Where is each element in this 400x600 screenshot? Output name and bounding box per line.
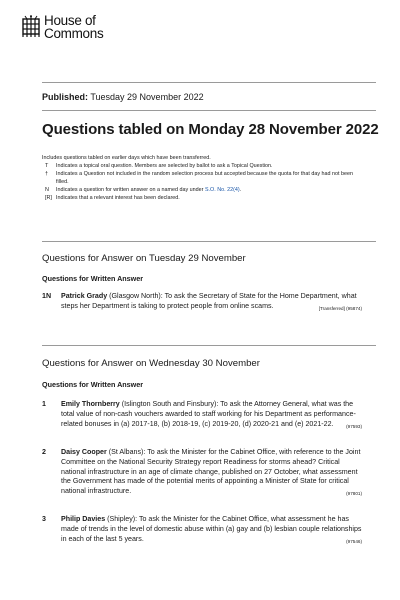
key-text: Indicates that a relevant interest has been declared. — [56, 195, 180, 201]
question-body — [61, 448, 362, 499]
page-title: Questions tabled on Monday 28 November 2022 — [42, 121, 379, 138]
divider — [42, 345, 376, 346]
question-text: To ask the Attorney General, what was the total value of non-cash vouchers awarded to staff working for his Department as performance-related bonuses in (a) 2017-18, (b) 2018-19, (c) 2019-20, (d) 2020-21 and (e) 2021-22. — [61, 400, 356, 428]
member-name: Philip Davies — [61, 515, 106, 523]
key-row — [42, 194, 362, 202]
key-text — [56, 186, 362, 194]
key-text: Indicates a topical oral question. Members are selected by ballot to ask a Topical Question. — [56, 163, 273, 169]
key-row — [42, 162, 362, 170]
section-heading: Questions for Answer on Tuesday 29 November — [42, 253, 246, 264]
section-heading: Questions for Answer on Wednesday 30 November — [42, 358, 260, 369]
member-constituency: (Islington South and Finsbury): — [121, 400, 219, 408]
member-name: Patrick Grady — [61, 292, 108, 300]
intro-key — [42, 154, 362, 202]
member-name: Daisy Cooper — [61, 448, 107, 456]
member-constituency: (Glasgow North): — [109, 292, 163, 300]
key-row — [42, 170, 362, 186]
key-symbol: T — [45, 163, 49, 169]
key-symbol: [R] — [45, 195, 52, 201]
question-number: 1 — [42, 400, 46, 408]
logo-line2: Commons — [44, 26, 104, 41]
member-constituency: (Shipley): — [107, 515, 138, 523]
reference-number: (97593) — [346, 423, 362, 429]
question-ref — [319, 304, 362, 314]
published-label: Published: — [42, 92, 89, 102]
key-row — [42, 186, 362, 194]
intro-line: Includes questions tabled on earlier days which have been transferred. — [42, 155, 211, 161]
question-number: 2 — [42, 448, 46, 456]
portcullis-icon — [21, 15, 41, 39]
question-item — [42, 400, 362, 431]
logo-line1: House of — [44, 13, 96, 28]
published-line — [42, 92, 204, 102]
question-text: To ask the Minister for the Cabinet Office, what assessment he has made of trends in the level of domestic abuse within (a) gay and (b) lesbian couple relationships in each of the last 5 years. — [61, 515, 362, 543]
divider — [42, 110, 376, 111]
reference-number: (97801) — [346, 491, 362, 497]
standing-order-link[interactable]: S.O. No. 22(4) — [204, 187, 240, 193]
transferred-tag: [Transferred] — [318, 305, 345, 311]
question-item — [42, 515, 362, 546]
question-item — [42, 292, 362, 314]
question-text: To ask the Minister for the Cabinet Office, with reference to the Joint Committee on the National Security Strategy report Readiness for storms ahead? Critical national infrastructure in an age of climate change, published on 27 October, what assessment the Government has made of the potential merits of appointing a Minister of State for critical national infrastructure. — [61, 448, 361, 496]
reference-number: (97546) — [346, 538, 362, 544]
section-subheading: Questions for Written Answer — [42, 380, 144, 389]
divider — [42, 82, 376, 83]
house-of-commons-logo — [21, 14, 103, 40]
logo-text — [44, 14, 103, 40]
section-subheading: Questions for Written Answer — [42, 274, 144, 283]
member-name: Emily Thornberry — [61, 400, 120, 408]
question-body — [61, 292, 362, 314]
question-text: To ask the Secretary of State for the Home Department, what steps her Department is taking to protect people from online scams. — [61, 292, 357, 310]
divider — [42, 241, 376, 242]
reference-number: (95874) — [346, 305, 362, 311]
member-constituency: (St Albans): — [108, 448, 146, 456]
question-number: 3 — [42, 515, 46, 523]
published-date: Tuesday 29 November 2022 — [90, 92, 204, 102]
question-body — [61, 515, 362, 546]
question-number: 1N — [42, 292, 52, 300]
question-body — [61, 400, 362, 431]
question-item — [42, 448, 362, 499]
key-symbol: † — [45, 171, 48, 177]
key-text-part: Indicates a question for written answer on a named day under — [56, 187, 205, 193]
key-symbol: N — [45, 187, 49, 193]
key-text-suffix: . — [239, 187, 242, 193]
key-text: Indicates a Question not included in the random selection process but accepted because the quota for that day had not been filled. — [56, 171, 353, 185]
